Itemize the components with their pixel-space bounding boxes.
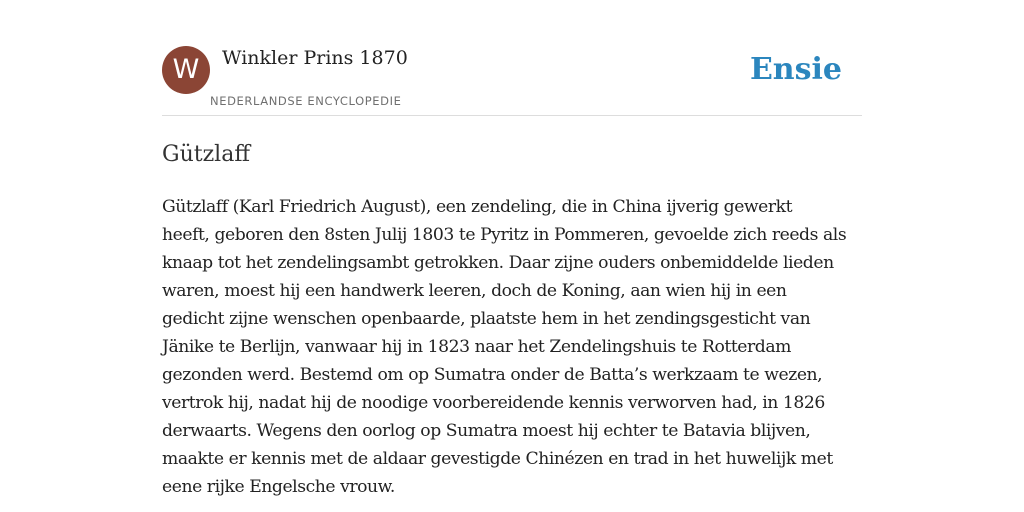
source-subtitle: NEDERLANDSE ENCYCLOPEDIE xyxy=(210,94,402,108)
entry-body-line: vertrok hij, nadat hij de noodige voorbereidende kennis verworven had, in 1826 xyxy=(162,393,825,413)
entry-body-line: derwaarts. Wegens den oorlog op Sumatra moest hij echter te Batavia blijven, xyxy=(162,421,811,441)
entry-body-line: Gützlaff (Karl Friedrich August), een zendeling, die in China ijverig gewerkt xyxy=(162,197,793,217)
entry-body-line: gedicht zijne wenschen openbaarde, plaatste hem in het zendingsgesticht van xyxy=(162,309,811,329)
entry-body xyxy=(162,193,864,501)
entry-body-line: waren, moest hij een handwerk leeren, doch de Koning, aan wien hij in een xyxy=(162,281,787,301)
entry-body-line: knaap tot het zendelingsambt getrokken. Daar zijne ouders onbemiddelde lieden xyxy=(162,253,834,273)
entry-body-line: heeft, geboren den 8sten Julij 1803 te Pyritz in Pommeren, gevoelde zich reeds als xyxy=(162,225,847,245)
ensie-logo[interactable]: Ensie xyxy=(749,52,842,87)
header-divider xyxy=(162,115,862,116)
source-header xyxy=(162,46,862,116)
entry-body-line: gezonden werd. Bestemd om op Sumatra onder de Batta’s werkzaam te wezen, xyxy=(162,365,823,385)
source-avatar[interactable]: W xyxy=(162,46,210,94)
entry-title: Gützlaff xyxy=(162,142,250,167)
source-title[interactable]: Winkler Prins 1870 xyxy=(222,47,408,69)
entry-body-line: Jänike te Berlijn, vanwaar hij in 1823 naar het Zendelingshuis te Rotterdam xyxy=(162,337,791,357)
entry-body-line: eene rijke Engelsche vrouw. xyxy=(162,477,395,497)
entry-body-line: maakte er kennis met de aldaar gevestigde Chinézen en trad in het huwelijk met xyxy=(162,449,833,469)
